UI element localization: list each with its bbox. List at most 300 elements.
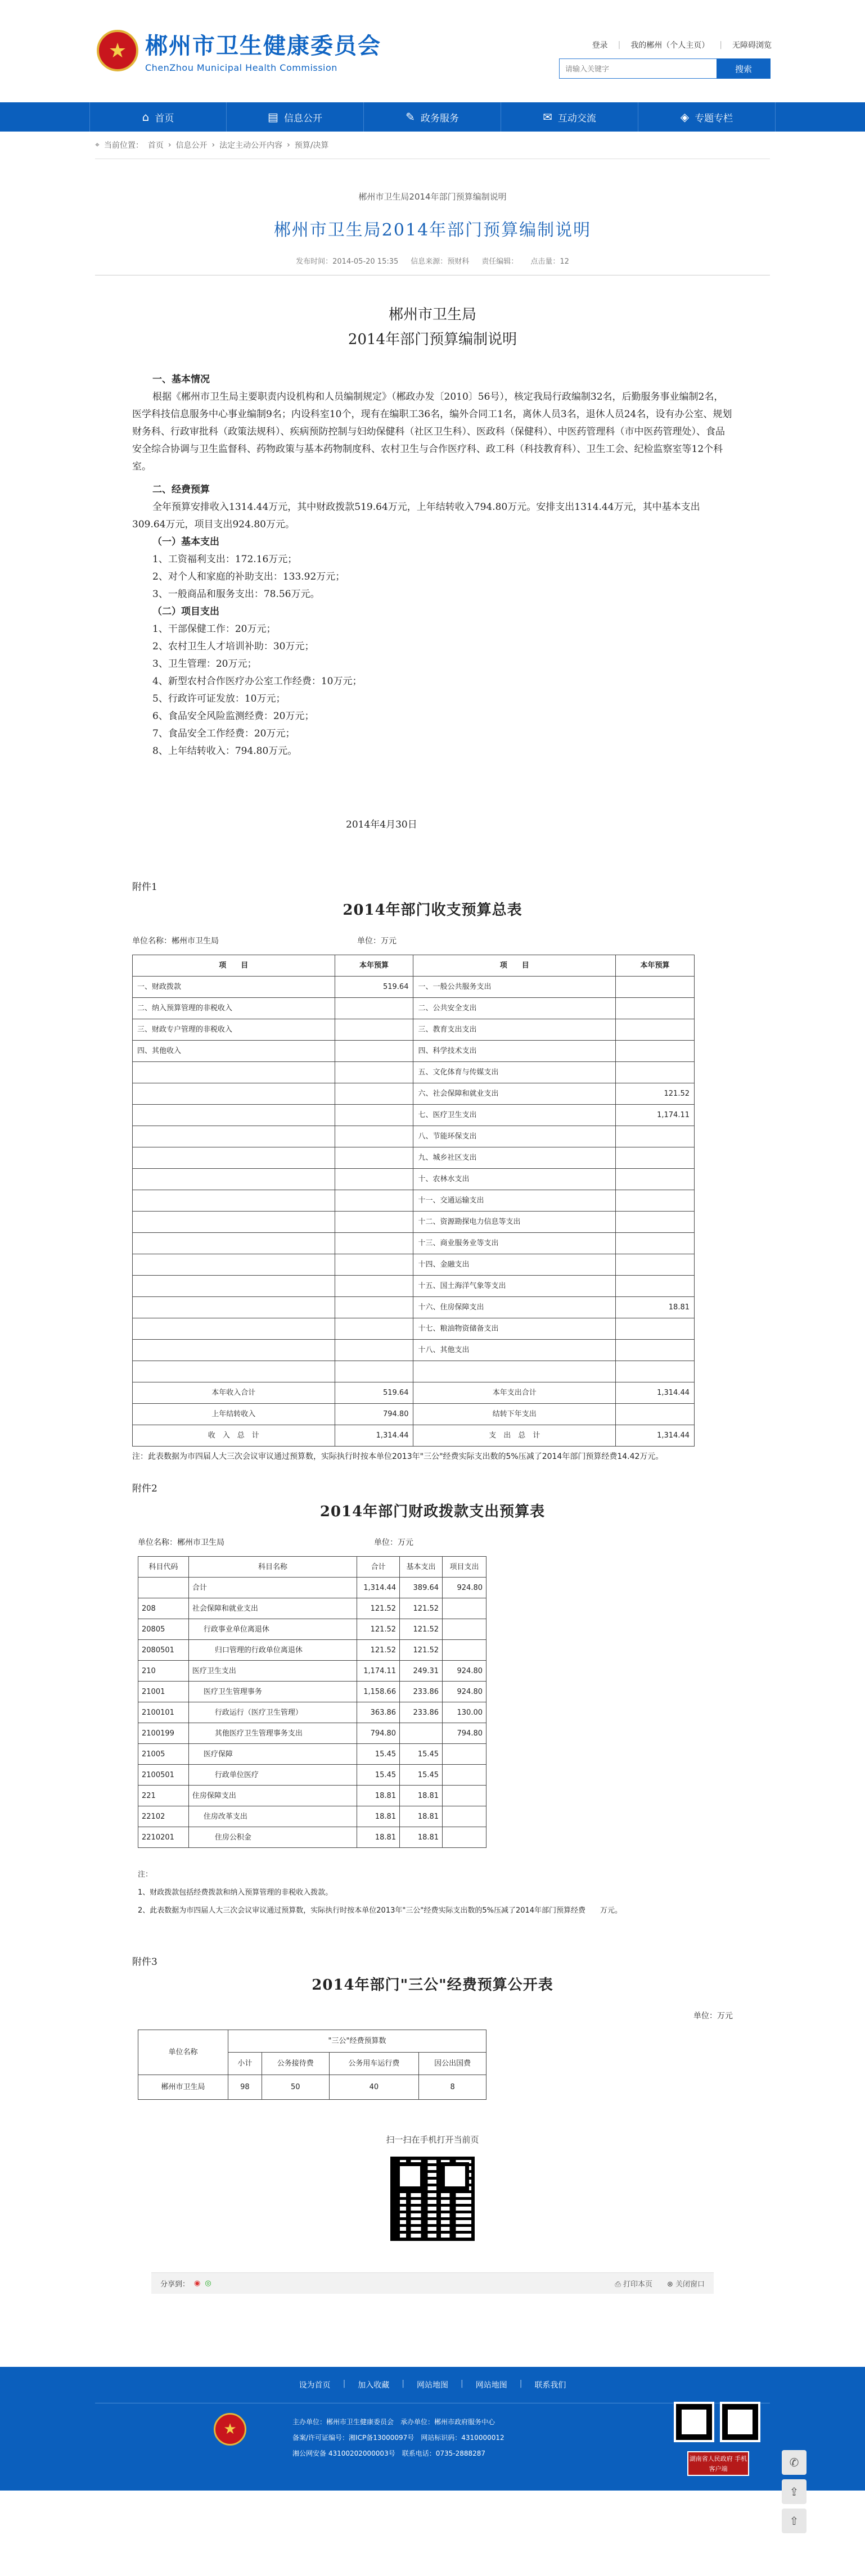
table-row — [133, 1297, 695, 1318]
table-row — [138, 1578, 486, 1598]
table-cell — [133, 1062, 335, 1083]
table-cell — [616, 1233, 695, 1254]
article-subtitle: 郴州市卫生局2014年部门预算编制说明 — [358, 192, 507, 202]
table-cell — [133, 1169, 335, 1190]
table-cell — [616, 977, 695, 998]
view-count: 点击量：12 — [530, 257, 569, 266]
nav-services[interactable] — [364, 102, 501, 132]
doc-date: 2014年4月30日 — [346, 819, 417, 830]
table-header: "三公"经费预算数 — [228, 2030, 486, 2053]
table-cell — [335, 1041, 413, 1062]
search-button[interactable]: 搜索 — [717, 58, 771, 79]
list-item: 5、行政许可证发放：10万元； — [152, 693, 286, 704]
table-cell: 363.86 — [357, 1702, 400, 1723]
national-emblem-icon: ★ — [97, 30, 138, 71]
table-cell: 本年收入合计 — [133, 1382, 335, 1404]
table-cell: 794.80 — [443, 1723, 486, 1744]
table-cell: 50 — [262, 2075, 329, 2100]
table-cell: 一、一般公共服务支出 — [413, 977, 616, 998]
table-cell: 收 入 总 计 — [133, 1425, 335, 1447]
unit: 单位：万元 — [357, 937, 397, 946]
table-cell — [443, 1744, 486, 1765]
table-cell: 三、教育支出支出 — [413, 1019, 616, 1041]
table-cell — [335, 1212, 413, 1233]
nav-info-public[interactable] — [227, 102, 364, 132]
table-cell: 二、公共安全支出 — [413, 998, 616, 1019]
table-unit-row — [132, 1534, 733, 1552]
unit: 单位：万元 — [693, 2012, 733, 2021]
table-title: 2014年部门收支预算总表 — [343, 902, 522, 919]
table-cell: 40 — [329, 2075, 419, 2100]
table-cell: 1,314.44 — [335, 1425, 413, 1447]
attachment-label: 附件2 — [132, 1483, 157, 1494]
home-icon: ⌂ — [142, 110, 150, 124]
close-window-button[interactable] — [667, 2278, 705, 2289]
party-emblem-icon[interactable]: ★ — [214, 2413, 246, 2446]
footer-info-line: 主办单位：郴州市卫生健康委员会 承办单位：郴州市政府服务中心 — [292, 2418, 495, 2426]
search-box — [559, 58, 771, 79]
article-title: 郴州市卫生局2014年部门预算编制说明 — [273, 220, 592, 240]
table-title: 2014年部门财政拨款支出预算表 — [319, 1503, 546, 1520]
table-cell: 行政单位医疗 — [188, 1765, 357, 1786]
table-cell — [413, 1361, 616, 1382]
table-cell — [443, 1827, 486, 1848]
table-cell — [616, 1019, 695, 1041]
table-cell: 十六、住房保障支出 — [413, 1297, 616, 1318]
table-cell — [616, 1254, 695, 1276]
footer-qr-code — [674, 2402, 714, 2442]
print-icon: ⎙ — [615, 2280, 623, 2289]
table-title: 2014年部门"三公"经费预算公开表 — [312, 1977, 553, 1994]
table-cell: 2080501 — [138, 1640, 189, 1661]
table-cell — [133, 1105, 335, 1126]
table-cell: 121.52 — [400, 1640, 443, 1661]
nav-label: 首页 — [155, 112, 174, 124]
qr-section — [95, 2134, 770, 2241]
table-cell: 医疗保障 — [188, 1744, 357, 1765]
table-cell — [133, 1126, 335, 1147]
table-cell: 2210201 — [138, 1827, 189, 1848]
footer-info-line: 湘公网安备 43100202000003号 联系电话：0735-2888287 — [292, 2450, 486, 2457]
table-cell — [616, 1318, 695, 1340]
publish-time: 发布时间：2014-05-20 15:35 — [296, 257, 399, 266]
table-header: 单位名称 — [138, 2030, 228, 2075]
table-row — [133, 1126, 695, 1147]
wechat-icon[interactable]: ✆ — [782, 2450, 807, 2475]
nav-label: 专题专栏 — [695, 112, 733, 124]
unit-name: 单位名称：郴州市卫生局 — [138, 1538, 224, 1547]
doc-heading-org: 郴州市卫生局 — [388, 306, 476, 323]
table-cell: 21005 — [138, 1744, 189, 1765]
table-row — [138, 1682, 486, 1702]
table-row — [133, 998, 695, 1019]
qr-code — [390, 2157, 475, 2241]
site-logo[interactable] — [97, 28, 381, 73]
table-cell: 住房公积金 — [188, 1827, 357, 1848]
table-cell: 18.81 — [357, 1786, 400, 1806]
table-cell — [335, 1254, 413, 1276]
table-unit-row — [132, 933, 733, 950]
breadcrumb-label: 当前位置： — [103, 141, 143, 150]
table-header: 合计 — [357, 1557, 400, 1578]
table-cell: 98 — [228, 2075, 262, 2100]
table-cell — [133, 1276, 335, 1297]
print-label: 打印本页 — [623, 2280, 652, 2289]
table-row — [133, 1276, 695, 1297]
table-cell — [133, 1190, 335, 1212]
table-header: 因公出国费 — [419, 2053, 486, 2075]
list-item: 7、食品安全工作经费：20万元； — [152, 728, 295, 739]
note-line: 1、财政拨款包括经费拨款和纳入预算管理的非税收入拨款。 — [138, 1888, 333, 1897]
table-row — [138, 1598, 486, 1619]
table-cell: 20805 — [138, 1619, 189, 1640]
table-cell — [616, 1276, 695, 1297]
table-row — [133, 1425, 695, 1447]
table-cell — [616, 1041, 695, 1062]
table-cell — [616, 1062, 695, 1083]
table-cell: 22102 — [138, 1806, 189, 1827]
list-item: 3、一般商品和服务支出：78.56万元。 — [152, 589, 320, 600]
table-cell: 九、城乡社区支出 — [413, 1147, 616, 1169]
table-cell — [335, 1126, 413, 1147]
location-icon: ⌖ — [95, 141, 100, 150]
list-item: 1、干部保健工作：20万元； — [152, 623, 276, 635]
back-to-top-icon[interactable]: ⇧ — [782, 2509, 807, 2533]
table-cell: 十四、金融支出 — [413, 1254, 616, 1276]
table-cell — [335, 1340, 413, 1361]
table-cell — [616, 998, 695, 1019]
table-row — [138, 1744, 486, 1765]
footer-link[interactable]: 网站地图 — [417, 2381, 448, 2390]
table-cell: 210 — [138, 1661, 189, 1682]
table-cell: 二、纳入预算管理的非税收入 — [133, 998, 335, 1019]
table-cell: 18.81 — [357, 1806, 400, 1827]
site-name-en: ChenZhou Municipal Health Commission — [145, 62, 337, 73]
accessibility-link[interactable]: 无障碍浏览 — [732, 41, 772, 50]
print-button[interactable] — [615, 2278, 652, 2289]
table-cell: 归口管理的行政单位离退休 — [188, 1640, 357, 1661]
table-row — [133, 1212, 695, 1233]
table-cell: 十一、交通运输支出 — [413, 1190, 616, 1212]
table-cell — [443, 1640, 486, 1661]
table-row — [138, 1806, 486, 1827]
table-cell — [133, 1318, 335, 1340]
table-cell: 合计 — [188, 1578, 357, 1598]
table-row — [138, 1619, 486, 1640]
table-cell: 十二、资源勘探电力信息等支出 — [413, 1212, 616, 1233]
table-row — [133, 1382, 695, 1404]
table-cell: 18.81 — [616, 1297, 695, 1318]
nav-interaction[interactable] — [501, 102, 638, 132]
table-cell: 医疗卫生支出 — [188, 1661, 357, 1682]
table-cell: 本年支出合计 — [413, 1382, 616, 1404]
doc-heading — [132, 302, 733, 352]
table-cell — [138, 1578, 189, 1598]
table-row — [133, 1340, 695, 1361]
share-icon[interactable]: ⇪ — [782, 2479, 807, 2504]
article-content — [95, 302, 770, 2100]
table-cell — [616, 1361, 695, 1382]
paragraph: 根据《郴州市卫生局主要职责内设机构和人员编制规定》（郴政办发〔2010〕56号），核定我局行政编制32名，后勤服务事业编制2名，医学科技信息服务中心事业编制9名；内设科室10个，现有在编职工36名，编外合同工1名，离休人员3名，退休人员24名，设有办公室、规划财务科、行政审批科（政策法规科）、疾病预防控制与妇幼保健科（社区卫生科）、医政科（保健科）、中医药管理科（市中医药管理处）、食品安全综合协调与卫生监督科、药物政策与基本药物制度科、农村卫生与合作医疗科、政工科（科技教育科）、卫生工会、纪检监察室等12个科室。 — [132, 391, 732, 472]
table-cell — [133, 1083, 335, 1105]
table-header: 本年预算 — [335, 955, 413, 977]
table-cell — [133, 1254, 335, 1276]
site-footer — [0, 2367, 865, 2491]
budget-summary-table — [132, 955, 695, 1447]
attachment-label: 附件3 — [132, 1956, 157, 1968]
site-name: 郴州市卫生健康委员会 — [145, 33, 381, 59]
table-cell: 1,174.11 — [616, 1105, 695, 1126]
search-input[interactable] — [559, 58, 717, 79]
table-cell: 519.64 — [335, 1382, 413, 1404]
table-cell — [335, 1019, 413, 1041]
breadcrumb: ⌖ 当前位置： 首页 › 信息公开 › 法定主动公开内容 › 预算/决算 — [95, 132, 770, 159]
table-row — [133, 1404, 695, 1425]
table-cell: 郴州市卫生局 — [138, 2075, 228, 2100]
table-cell: 924.80 — [443, 1578, 486, 1598]
table-cell — [616, 1340, 695, 1361]
table-cell: 十、农林水支出 — [413, 1169, 616, 1190]
editor: 责任编辑： — [481, 257, 519, 266]
table-header: 基本支出 — [400, 1557, 443, 1578]
list-item: 1、工资福利支出：172.16万元； — [152, 554, 298, 565]
table-cell: 七、医疗卫生支出 — [413, 1105, 616, 1126]
table-row — [138, 1661, 486, 1682]
table-row — [133, 1233, 695, 1254]
my-page-link[interactable]: 我的郴州（个人主页） — [630, 41, 710, 50]
table-cell: 8 — [419, 2075, 486, 2100]
message-icon: ✉ — [543, 110, 552, 124]
footer-info — [292, 2414, 504, 2461]
note-line: 2、此表数据为市四届人大三次会议审议通过预算数，实际执行时按本单位2013年"三公"经费实际支出数的5%压减了2014年部门预算经费 万元。 — [138, 1906, 623, 1915]
table-header: 科目名称 — [188, 1557, 357, 1578]
table-cell — [616, 1126, 695, 1147]
paragraph: 全年预算安排收入1314.44万元，其中财政拨款519.64万元，上年结转收入794.80万元。安排支出1314.44万元，其中基本支出309.64万元，项目支出924.80万元。 — [132, 501, 700, 530]
table-cell — [133, 1147, 335, 1169]
table-row — [133, 1361, 695, 1382]
nav-topics[interactable] — [638, 102, 776, 132]
unit: 单位：万元 — [374, 1538, 413, 1547]
list-item: 4、新型农村合作医疗办公室工作经费：10万元； — [152, 676, 362, 687]
share-bar — [151, 2272, 714, 2294]
table-cell — [335, 1318, 413, 1340]
table-cell — [335, 1297, 413, 1318]
table-cell: 21001 — [138, 1682, 189, 1702]
table-cell: 121.52 — [357, 1640, 400, 1661]
table-header: 公务接待费 — [262, 2053, 329, 2075]
close-label: 关闭窗口 — [675, 2280, 705, 2289]
footer-link[interactable]: 网站地图 — [475, 2381, 507, 2390]
table-cell: 1,314.44 — [616, 1382, 695, 1404]
table-cell — [335, 1233, 413, 1254]
table-cell: 794.80 — [335, 1404, 413, 1425]
table-cell — [443, 1619, 486, 1640]
table-cell: 四、其他收入 — [133, 1041, 335, 1062]
layers-icon: ◈ — [680, 110, 690, 124]
table-cell: 六、社会保障和就业支出 — [413, 1083, 616, 1105]
table-cell: 住房改革支出 — [188, 1806, 357, 1827]
table-cell — [335, 1105, 413, 1126]
table-header: 科目代码 — [138, 1557, 189, 1578]
table-cell: 233.86 — [400, 1702, 443, 1723]
table-cell: 519.64 — [335, 977, 413, 998]
table-cell: 五、文化体育与传媒支出 — [413, 1062, 616, 1083]
table-header: 公务用车运行费 — [329, 2053, 419, 2075]
table-row — [138, 1827, 486, 1848]
main-nav — [0, 102, 865, 132]
edit-icon: ✎ — [406, 110, 415, 124]
table-row — [138, 1640, 486, 1661]
table-cell — [616, 1169, 695, 1190]
table-cell — [133, 1233, 335, 1254]
table-cell: 其他医疗卫生管理事务支出 — [188, 1723, 357, 1744]
table-cell: 住房保障支出 — [188, 1786, 357, 1806]
nav-home[interactable] — [89, 102, 227, 132]
table-cell: 18.81 — [400, 1827, 443, 1848]
table-cell: 15.45 — [357, 1765, 400, 1786]
list-item: 2、农村卫生人才培训补助：30万元； — [152, 641, 314, 652]
table-cell — [335, 1190, 413, 1212]
wechat-icon[interactable]: ◎ — [205, 2279, 211, 2288]
table-row — [133, 1083, 695, 1105]
table-header: 项 目 — [133, 955, 335, 977]
doc-heading-title: 2014年部门预算编制说明 — [348, 331, 517, 348]
article-meta — [95, 255, 770, 275]
table-cell: 三、财政专户管理的非税收入 — [133, 1019, 335, 1041]
table-row — [138, 1702, 486, 1723]
footer-link[interactable]: 加入收藏 — [358, 2381, 390, 2390]
table-cell — [616, 1404, 695, 1425]
table-row — [138, 1786, 486, 1806]
fiscal-expenditure-table — [138, 1556, 486, 1848]
login-link[interactable]: 登录 — [592, 41, 608, 50]
footer-link[interactable]: 设为首页 — [299, 2381, 331, 2390]
section-heading: 二、经费预算 — [152, 484, 210, 495]
table-cell — [335, 1147, 413, 1169]
article — [95, 191, 770, 2294]
table-cell: 15.45 — [400, 1744, 443, 1765]
share-label: 分享到： — [160, 2280, 190, 2289]
table-cell: 1,314.44 — [616, 1425, 695, 1447]
table-cell — [335, 1062, 413, 1083]
table-cell: 十三、商业服务业等支出 — [413, 1233, 616, 1254]
list-item: 8、上年结转收入：794.80万元。 — [152, 745, 298, 757]
table-unit-row — [132, 2008, 733, 2025]
nav-label: 政务服务 — [420, 112, 459, 124]
nav-label: 互动交流 — [557, 112, 596, 124]
table-cell: 行政事业单位离退休 — [188, 1619, 357, 1640]
table-row — [133, 1147, 695, 1169]
table-cell: 389.64 — [400, 1578, 443, 1598]
table-cell: 15.45 — [400, 1765, 443, 1786]
table-cell: 支 出 总 计 — [413, 1425, 616, 1447]
table-cell: 十八、其他支出 — [413, 1340, 616, 1361]
table-cell: 行政运行（医疗卫生管理） — [188, 1702, 357, 1723]
table-cell: 794.80 — [357, 1723, 400, 1744]
breadcrumb-legal[interactable]: 法定主动公开内容 — [219, 141, 283, 150]
table-notes — [132, 1866, 733, 1920]
breadcrumb-info[interactable]: 信息公开 — [175, 141, 208, 150]
table-cell: 医疗卫生管理事务 — [188, 1682, 357, 1702]
attachment-label: 附件1 — [132, 882, 157, 893]
table-cell: 18.81 — [357, 1827, 400, 1848]
table-note: 注：此表数据为市四届人大三次会议审议通过预算数，实际执行时按本单位2013年"三公"经费实际支出数的5%压减了2014年部门预算经费14.42万元。 — [132, 1452, 664, 1461]
footer-qr-code — [720, 2402, 760, 2442]
footer-qr-codes — [674, 2402, 760, 2442]
top-links: 登录 | 我的郴州（个人主页） | 无障碍浏览 — [592, 40, 772, 50]
table-row — [138, 1723, 486, 1744]
table-cell: 121.52 — [357, 1598, 400, 1619]
table-cell — [133, 1297, 335, 1318]
table-row — [133, 977, 695, 998]
info-source: 信息来源：预财科 — [411, 257, 470, 266]
table-cell: 924.80 — [443, 1682, 486, 1702]
table-cell: 121.52 — [357, 1619, 400, 1640]
breadcrumb-home[interactable]: 首页 — [147, 141, 164, 150]
table-cell — [335, 998, 413, 1019]
weibo-icon[interactable]: ◉ — [194, 2279, 201, 2288]
table-cell — [616, 1212, 695, 1233]
table-cell — [335, 1276, 413, 1297]
breadcrumb-budget[interactable]: 预算/决算 — [294, 141, 329, 150]
nav-label: 信息公开 — [283, 112, 322, 124]
section-heading: 一、基本情况 — [152, 374, 210, 385]
table-row — [133, 1062, 695, 1083]
table-cell: 18.81 — [400, 1806, 443, 1827]
unit-name: 单位名称：郴州市卫生局 — [132, 937, 219, 946]
list-item: 6、食品安全风险监测经费：20万元； — [152, 711, 314, 722]
table-cell — [335, 1361, 413, 1382]
table-cell — [616, 1190, 695, 1212]
table-header: 项目支出 — [443, 1557, 486, 1578]
table-cell: 121.52 — [616, 1083, 695, 1105]
table-cell: 四、科学技术支出 — [413, 1041, 616, 1062]
table-cell: 18.81 — [400, 1786, 443, 1806]
table-row — [133, 1318, 695, 1340]
table-cell: 208 — [138, 1598, 189, 1619]
qr-label: 扫一扫在手机打开当前页 — [386, 2135, 479, 2145]
table-row — [133, 1019, 695, 1041]
table-cell — [335, 1169, 413, 1190]
table-cell: 1,314.44 — [357, 1578, 400, 1598]
table-cell: 十五、国土海洋气象等支出 — [413, 1276, 616, 1297]
table-row — [133, 1254, 695, 1276]
app-badge[interactable]: 湖南省人民政府 手机客户端 — [687, 2451, 749, 2476]
table-cell — [443, 1786, 486, 1806]
table-cell: 结转下年支出 — [413, 1404, 616, 1425]
table-cell: 249.31 — [400, 1661, 443, 1682]
table-cell: 社会保障和就业支出 — [188, 1598, 357, 1619]
table-header: 小计 — [228, 2053, 262, 2075]
table-row — [133, 1105, 695, 1126]
table-cell: 2100199 — [138, 1723, 189, 1744]
table-cell: 上年结转收入 — [133, 1404, 335, 1425]
side-buttons — [782, 2450, 807, 2533]
table-cell: 121.52 — [400, 1619, 443, 1640]
table-cell — [443, 1806, 486, 1827]
table-header: 本年预算 — [616, 955, 695, 977]
table-cell — [133, 1361, 335, 1382]
table-cell: 15.45 — [357, 1744, 400, 1765]
footer-info-line: 备案/许可证编号：湘ICP备13000097号 网站标识码：4310000012 — [292, 2434, 504, 2442]
table-row — [133, 1041, 695, 1062]
site-header — [0, 0, 865, 102]
document-icon: ▤ — [268, 110, 278, 124]
footer-link[interactable]: 联系我们 — [534, 2381, 566, 2390]
subsection-heading: （一）基本支出 — [152, 536, 219, 548]
table-cell: 八、节能环保支出 — [413, 1126, 616, 1147]
table-cell: 1,158.66 — [357, 1682, 400, 1702]
